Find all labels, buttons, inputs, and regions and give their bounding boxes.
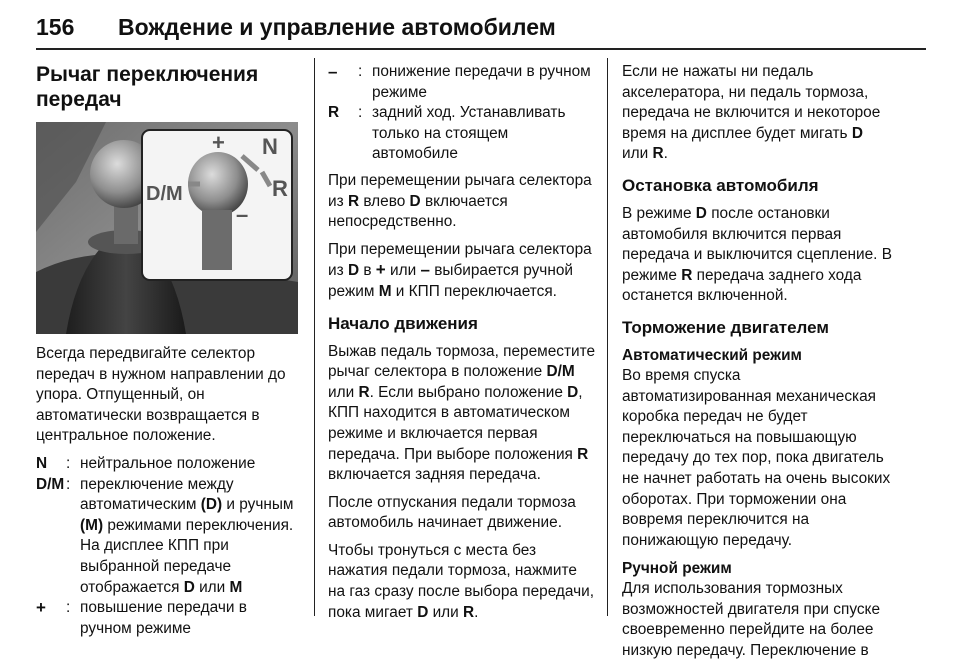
subsection-title: Ручной режим <box>622 560 732 578</box>
column-3 <box>622 62 892 669</box>
section-title: Остановка автомобиля <box>622 175 819 195</box>
paragraph: При перемещении рычага селектора из D в + или – выбирается ручной режим M и КПП переключается. <box>328 240 592 300</box>
gear-shift-photo-icon <box>36 122 298 334</box>
minus-icon: – <box>420 260 430 280</box>
page-header <box>36 14 926 50</box>
paragraph: Чтобы тронуться с места без нажатия педали тормоза, нажмите на газ сразу после выбора передачи, пока мигает D или R. <box>328 541 595 621</box>
column-divider <box>607 58 608 616</box>
page-number: 156 <box>36 14 75 40</box>
definition-desc: понижение передачи в ручном режиме <box>372 63 591 101</box>
column-2 <box>328 62 596 630</box>
definition-row: N : нейтральное положение <box>36 454 298 475</box>
section-title: Торможение двигателем <box>622 317 829 337</box>
definition-desc: переключение между автоматическим (D) и ручным (M) режимами переключения. На дисплее КПП при выбранной передаче отображается D или M <box>80 475 294 596</box>
definition-term: R <box>328 104 340 122</box>
svg-text:+: + <box>212 130 225 155</box>
definition-term: N <box>36 454 48 472</box>
column-divider <box>314 58 315 616</box>
section-title: Рычаг переключения передач <box>36 63 259 111</box>
minus-icon: – <box>328 62 338 81</box>
chapter-title: Вождение и управление автомобилем <box>118 14 556 40</box>
column-1 <box>36 62 298 645</box>
paragraph: Если не нажаты ни педаль акселератора, ни педаль тормоза, передача не включится и некоторое время на дисплее будет мигать D или R. <box>622 63 881 163</box>
paragraph: Для использования тормозных возможностей двигателя при спуске своевременно перейдите на более низкую передачу. Переключение в <box>622 580 881 660</box>
svg-text:D/M: D/M <box>146 183 183 205</box>
subsection-title: Автоматический режим <box>622 346 802 364</box>
gear-shift-figure <box>36 122 298 334</box>
plus-icon: + <box>36 598 46 618</box>
definition-desc: повышение передачи в ручном режиме <box>80 599 247 637</box>
svg-text:N: N <box>262 134 278 159</box>
plus-icon: + <box>375 260 386 280</box>
definition-row: D/M : переключение между автоматическим (D) и ручным (M) режимами переключения. На дисплее КПП при выбранной передаче отображается D или M <box>36 475 298 599</box>
definition-row: + : повышение передачи в ручном режиме <box>36 598 298 639</box>
header-rule <box>36 48 926 50</box>
definition-row: – : понижение передачи в ручном режиме <box>328 62 596 103</box>
intro-paragraph: Всегда передвигайте селектор передач в нужном направлении до упора. Отпущенный, он автоматически возвращается в центральное положение. <box>36 345 286 445</box>
paragraph: После отпускания педали тормоза автомобиль начинает движение. <box>328 493 576 532</box>
definition-term: D/M <box>36 475 65 493</box>
definition-list <box>328 62 596 165</box>
section-title: Начало движения <box>328 313 478 333</box>
definition-list <box>36 454 298 639</box>
paragraph: Выжав педаль тормоза, переместите рычаг селектора в положение D/M или R. Если выбрано положение D, КПП находится в автоматическом режиме и включается первая передача. При выборе положения R включается задняя передача. <box>328 342 596 484</box>
svg-text:–: – <box>236 202 249 227</box>
svg-text:R: R <box>272 176 288 201</box>
paragraph: Во время спуска автоматизированная механическая коробка передач не будет переключаться на повышающую передачу до тех пор, пока двигатель не начнет работать на очень высоких оборотах. При торможении она вовремя переключится на понижающую передачу. <box>622 366 891 549</box>
definition-row: R : задний ход. Устанавливать только на стоящем автомобиле <box>328 103 596 165</box>
paragraph: В режиме D после остановки автомобиля включится первая передача и выключится сцепление. В режиме R передача заднего хода останется включенной. <box>622 204 892 305</box>
definition-desc: нейтральное положение <box>80 454 256 472</box>
paragraph: При перемещении рычага селектора из R влево D включается непосредственно. <box>328 171 592 231</box>
definition-desc: задний ход. Устанавливать только на стоящем автомобиле <box>372 104 566 163</box>
